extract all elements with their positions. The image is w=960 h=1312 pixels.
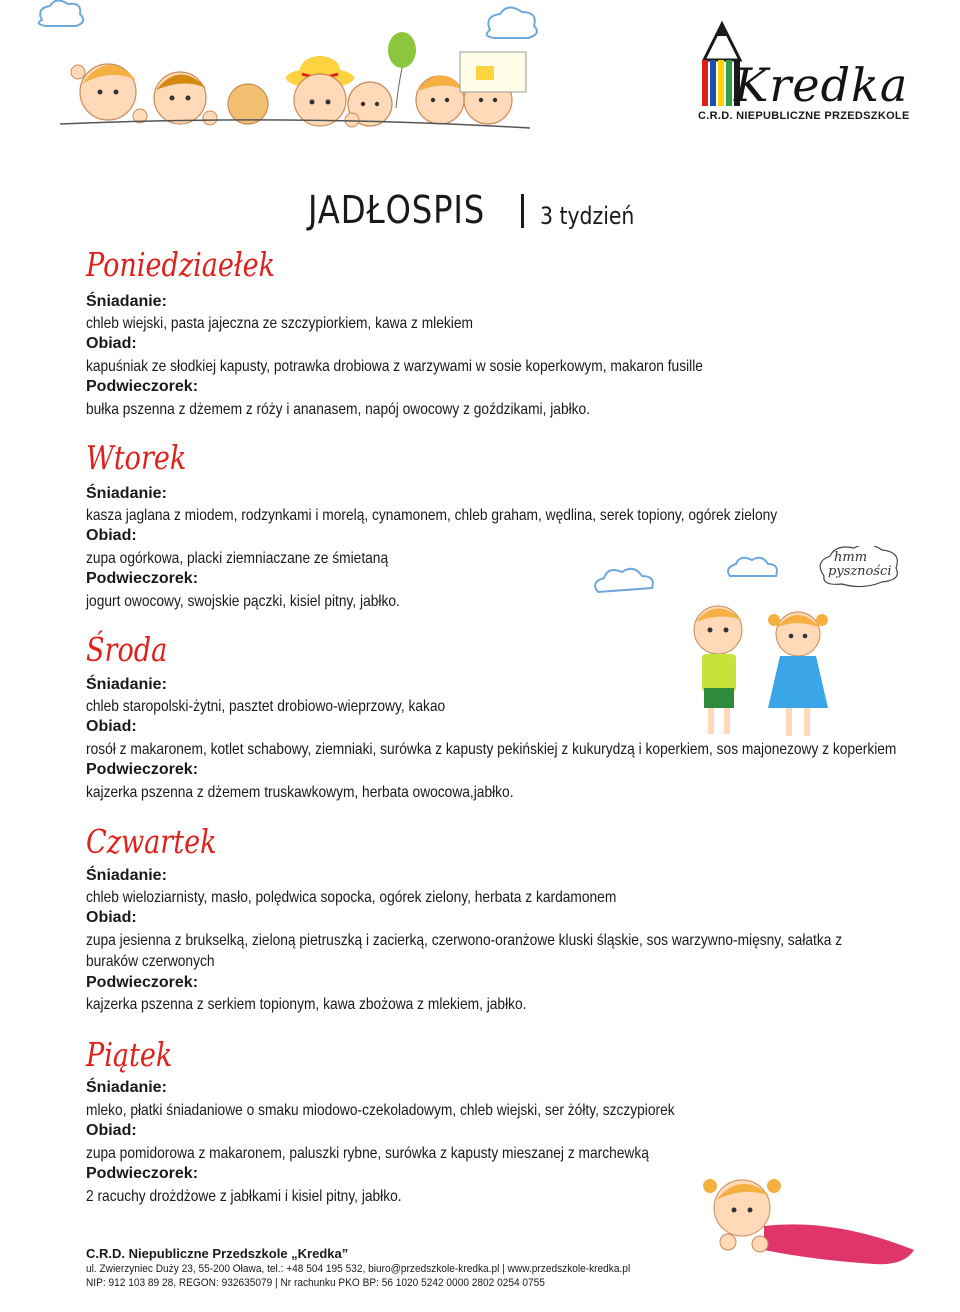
label-breakfast: Śniadanie: (86, 485, 167, 502)
cloud-icon (590, 566, 660, 598)
thought-line-1: hmm (834, 550, 868, 565)
label-snack: Podwieczorek: (86, 761, 199, 778)
label-snack: Podwieczorek: (86, 1165, 199, 1182)
day-heading-friday: Piątek (86, 1035, 173, 1074)
footer-company-name: C.R.D. Niepubliczne Przedszkole „Kredka” (86, 1246, 349, 1261)
tuesday-breakfast: kasza jaglana z miodem, rodzynkami i morelą, cynamonem, chleb graham, wędlina, serek topiony, ogórek zielony (86, 507, 778, 524)
thursday-lunch: zupa jesienna z brukselką, zieloną pietruszką i zacierką, czerwono-oranżowe kluski śląskie, sos warzywno-mięsny, sałatka z buraków czerwonych (86, 932, 843, 970)
thought-bubble (816, 546, 904, 592)
label-breakfast: Śniadanie: (86, 867, 167, 884)
footer-address: ul. Zwierzyniec Duży 23, 55-200 Oława, tel.: +48 504 195 532, biuro@przedszkole-kredka.pl | www.przedszkole-kredka.pl (86, 1263, 631, 1275)
friday-breakfast: mleko, płatki śniadaniowe o smaku miodowo-czekoladowym, chleb wiejski, ser żółty, szczypiorek (86, 1102, 675, 1119)
thought-line-2: pyszności (828, 564, 892, 579)
label-breakfast: Śniadanie: (86, 1079, 167, 1096)
label-snack: Podwieczorek: (86, 378, 199, 395)
logo-wordmark: Kredka (734, 58, 909, 112)
title-main: JADŁOSPIS (308, 188, 486, 232)
logo-subtitle: C.R.D. NIEPUBLICZNE PRZEDSZKOLE (698, 110, 910, 122)
tuesday-snack: jogurt owocowy, swojskie pączki, kisiel pitny, jabłko. (86, 593, 400, 610)
friday-lunch: zupa pomidorowa z makaronem, paluszki rybne, surówka z kapusty mieszanej z marchewką (86, 1145, 649, 1162)
cloud-icon (724, 554, 782, 582)
label-snack: Podwieczorek: (86, 974, 199, 991)
footer-ids: NIP: 912 103 89 28, REGON: 932635079 | Nr rachunku PKO BP: 56 1020 5242 0000 2802 0254 0755 (86, 1277, 545, 1289)
label-lunch: Obiad: (86, 335, 137, 352)
kredka-logo (690, 20, 910, 130)
label-lunch: Obiad: (86, 718, 137, 735)
day-heading-thursday: Czwartek (86, 822, 217, 861)
day-heading-tuesday: Wtorek (86, 438, 187, 477)
thursday-snack: kajzerka pszenna z serkiem topionym, kawa zbożowa z mlekiem, jabłko. (86, 996, 527, 1013)
wednesday-lunch: rosół z makaronem, kotlet schabowy, ziemniaki, surówka z kapusty pekińskiej z kukurydzą i koperkiem, sos majonezowy z koperkiem (86, 741, 897, 758)
monday-snack: bułka pszenna z dżemem z róży i ananasem, napój owocowy z goździkami, jabłko. (86, 401, 591, 418)
label-breakfast: Śniadanie: (86, 293, 167, 310)
wednesday-breakfast: chleb staropolski-żytni, pasztet drobiowo-wieprzowy, kakao (86, 698, 446, 715)
page-title (308, 188, 635, 240)
monday-breakfast: chleb wiejski, pasta jajeczna ze szczypiorkiem, kawa z mlekiem (86, 315, 473, 332)
boy-girl-illustration (680, 596, 850, 746)
title-week: 3 tydzień (540, 202, 635, 230)
title-separator (521, 194, 524, 228)
monday-lunch: kapuśniak ze słodkiej kapusty, potrawka drobiowa z warzywami w sosie koperkowym, makaron fusille (86, 358, 703, 375)
lying-girl-illustration (680, 1170, 920, 1280)
wednesday-snack: kajzerka pszenna z dżemem truskawkowym, herbata owocowa,jabłko. (86, 784, 514, 801)
thursday-breakfast: chleb wieloziarnisty, masło, polędwica sopocka, ogórek zielony, herbata z kardamonem (86, 889, 617, 906)
day-heading-monday: Poniedziaełek (86, 245, 276, 284)
label-lunch: Obiad: (86, 909, 137, 926)
label-breakfast: Śniadanie: (86, 676, 167, 693)
tuesday-lunch: zupa ogórkowa, placki ziemniaczane ze śmietaną (86, 550, 389, 567)
label-snack: Podwieczorek: (86, 570, 199, 587)
label-lunch: Obiad: (86, 527, 137, 544)
label-lunch: Obiad: (86, 1122, 137, 1139)
friday-snack: 2 racuchy drożdżowe z jabłkami i kisiel pitny, jabłko. (86, 1188, 402, 1205)
children-illustration (20, 0, 550, 140)
day-heading-wednesday: Środa (86, 630, 168, 669)
